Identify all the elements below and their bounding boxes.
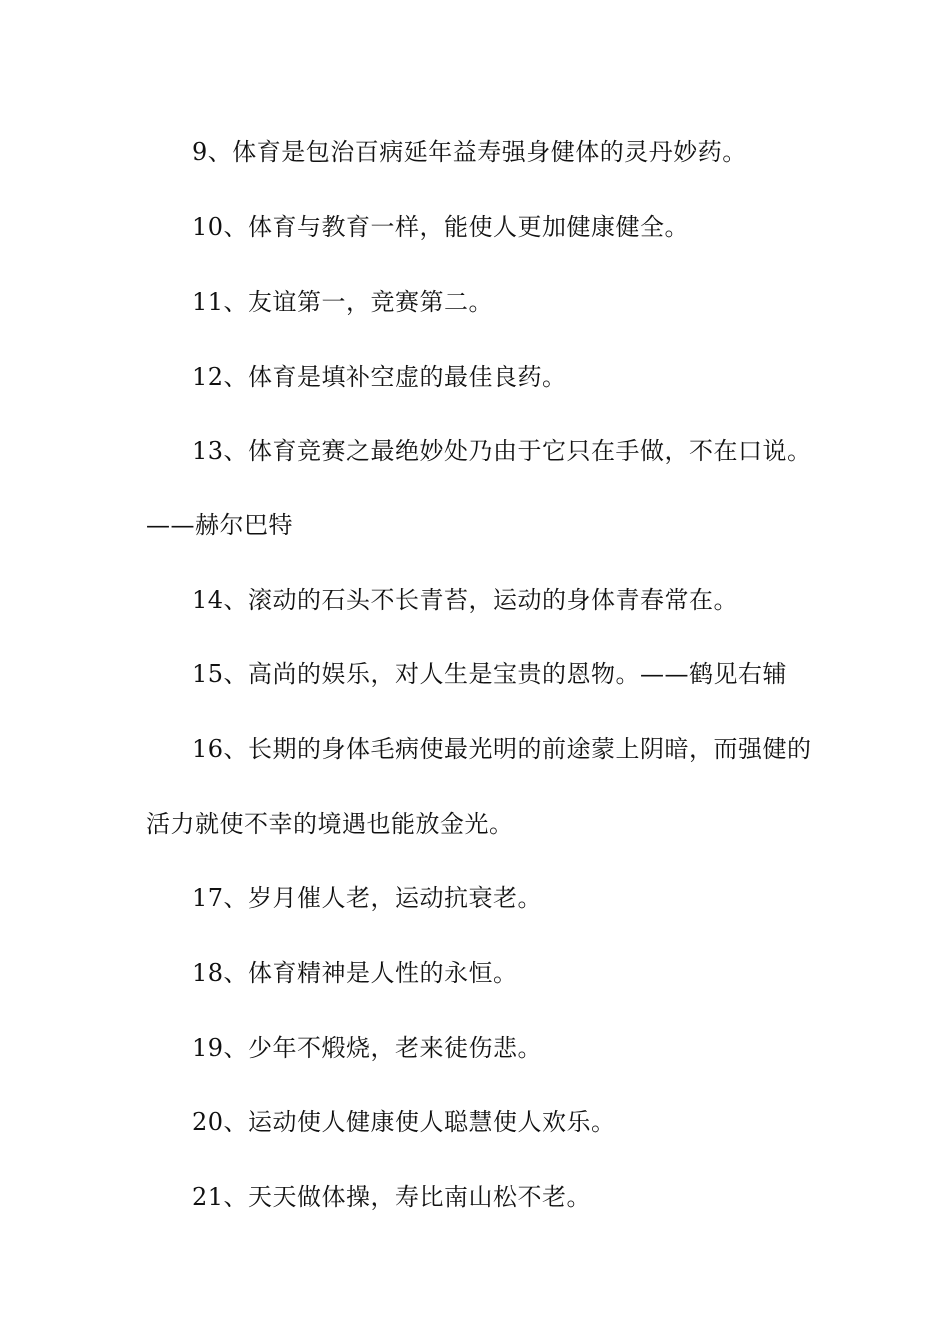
quote-line-9: 9、体育是包治百病延年益寿强身健体的灵丹妙药。 <box>192 138 747 166</box>
quote-line-10: 10、体育与教育一样，能使人更加健康健全。 <box>192 213 690 241</box>
quote-line-21: 21、天天做体操，寿比南山松不老。 <box>192 1183 592 1211</box>
quote-line-17: 17、岁月催人老，运动抗衰老。 <box>192 884 543 912</box>
quote-line-18: 18、体育精神是人性的永恒。 <box>192 959 518 987</box>
quote-line-16: 16、长期的身体毛病使最光明的前途蒙上阴暗，而强健的 <box>192 735 812 763</box>
quote-line-13: 13、体育竞赛之最绝妙处乃由于它只在手做，不在口说。 <box>192 437 812 465</box>
quote-line-14: 14、滚动的石头不长青苔，运动的身体青春常在。 <box>192 586 739 614</box>
quote-line-16-continued: 活力就使不幸的境遇也能放金光。 <box>146 810 514 838</box>
quote-line-11: 11、友谊第一，竞赛第二。 <box>192 288 494 316</box>
quote-line-15: 15、高尚的娱乐，对人生是宝贵的恩物。——鹤见右辅 <box>192 660 788 688</box>
quote-line-19: 19、少年不煅烧，老来徒伤悲。 <box>192 1034 543 1062</box>
quote-line-12: 12、体育是填补空虚的最佳良药。 <box>192 363 567 391</box>
quote-line-13-attribution: ——赫尔巴特 <box>146 511 293 539</box>
quote-line-20: 20、运动使人健康使人聪慧使人欢乐。 <box>192 1108 616 1136</box>
